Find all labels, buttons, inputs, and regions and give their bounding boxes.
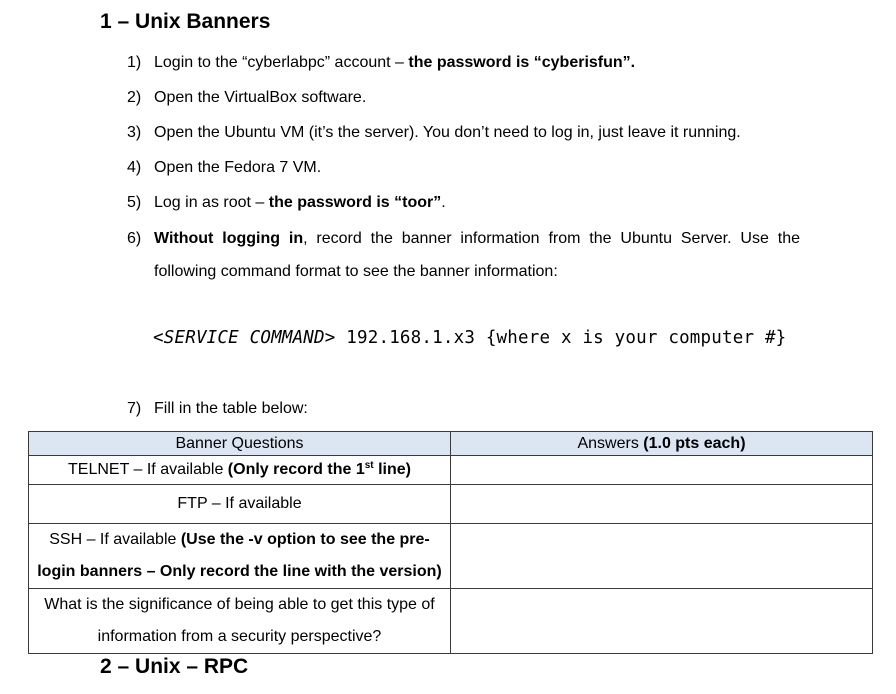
header-answers-points: (1.0 pts each) — [643, 434, 746, 452]
step-1 — [127, 46, 807, 79]
question-emphasis-text: (Only record the 1 — [227, 461, 365, 478]
step-text: Login to the “cyberlabpc” account – — [154, 54, 409, 71]
table-header-row — [29, 432, 873, 456]
table-row-significance — [29, 589, 873, 654]
question-telnet — [29, 456, 451, 485]
answer-ssh[interactable] — [451, 524, 873, 589]
header-answers — [451, 432, 873, 456]
step-text: Open the VirtualBox software. — [154, 89, 367, 106]
step-3 — [127, 116, 807, 149]
question-ssh — [29, 524, 451, 589]
question-text: SSH – If available — [49, 531, 181, 548]
question-ftp: FTP – If available — [29, 485, 451, 524]
table-row-ftp — [29, 485, 873, 524]
step-emphasis: Without logging in — [154, 230, 304, 247]
answer-significance[interactable] — [451, 589, 873, 654]
step-number: 3) — [127, 124, 142, 141]
table-row-ssh — [29, 524, 873, 589]
command-arguments: 192.168.1.x3 {where x is your computer #} — [335, 328, 787, 348]
header-answers-label: Answers — [577, 434, 644, 452]
section-heading-unix-banners: 1 – Unix Banners — [100, 10, 271, 33]
question-significance: What is the significance of being able to get this type of information from a security perspective? — [29, 589, 451, 654]
step-text-end: . — [441, 194, 446, 211]
command-placeholder: <SERVICE COMMAND> — [153, 328, 336, 348]
command-format — [153, 328, 786, 348]
step-text: Open the Ubuntu VM (it’s the server). You don’t need to log in, just leave it running. — [154, 124, 741, 141]
section-heading-unix-rpc: 2 – Unix – RPC — [100, 655, 249, 678]
step-text: Open the Fedora 7 VM. — [154, 159, 322, 176]
step-7 — [127, 392, 807, 425]
table-row-telnet — [29, 456, 873, 485]
answer-telnet[interactable] — [451, 456, 873, 485]
step-body — [154, 222, 800, 288]
question-emphasis-end: line) — [373, 461, 411, 478]
question-emphasis: (Use the -v option to see the pre-login banners – Only record the line with the version) — [37, 531, 442, 580]
step-number: 4) — [127, 159, 142, 176]
step-number: 7) — [127, 400, 142, 417]
step-number: 1) — [127, 54, 142, 71]
step-4 — [127, 151, 807, 184]
step-2 — [127, 81, 807, 114]
answer-ftp[interactable] — [451, 485, 873, 524]
ordinal-suffix: st — [364, 460, 374, 471]
step-text: , record the banner information from the Ubuntu Server. Use the following command format to see the banner information: — [154, 230, 800, 280]
step-text: Fill in the table below: — [154, 400, 308, 417]
step-emphasis: the password is “cyberisfun”. — [408, 54, 636, 71]
step-6 — [127, 222, 807, 288]
step-number: 6) — [127, 230, 142, 247]
step-emphasis: the password is “toor” — [268, 194, 442, 211]
step-number: 2) — [127, 89, 142, 106]
question-emphasis — [228, 461, 411, 478]
banner-table — [28, 431, 873, 654]
question-text: TELNET – If available — [68, 461, 228, 478]
step-number: 5) — [127, 194, 142, 211]
step-5 — [127, 186, 807, 219]
header-banner-questions: Banner Questions — [29, 432, 451, 456]
step-text: Log in as root – — [154, 194, 269, 211]
